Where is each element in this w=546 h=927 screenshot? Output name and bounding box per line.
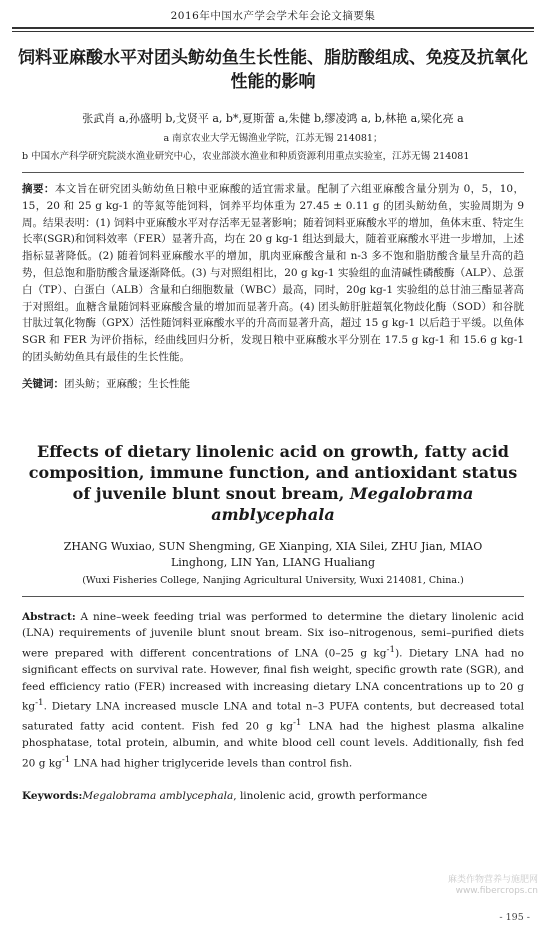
chinese-affiliation-a: a 南京农业大学无锡渔业学院，江苏无锡 214081； xyxy=(163,133,383,144)
unit-superscript: -1 xyxy=(61,755,71,766)
chinese-keywords-text: 团头鲂；亚麻酸；生长性能 xyxy=(64,377,190,390)
english-authors: ZHANG Wuxiao, SUN Shengming, GE Xianping, XIA Silei, ZHU Jian, MIAO Linghong, LIN Yan, LIANG Hualiang xyxy=(63,539,483,569)
page-number: - 195 - xyxy=(499,912,530,923)
watermark-line: 麻类作物营养与施肥网 xyxy=(447,875,538,885)
chinese-title: 饲料亚麻酸水平对团头鲂幼鱼生长性能、脂肪酸组成、免疫及抗氧化性能的影响 xyxy=(18,48,528,92)
chinese-keywords-label: 关键词： xyxy=(22,377,64,390)
chinese-abstract xyxy=(22,181,524,366)
unit-superscript: -1 xyxy=(35,698,44,709)
section-divider xyxy=(22,172,524,173)
unit-superscript: -1 xyxy=(292,718,302,729)
english-keywords-species: Megalobrama amblycephala xyxy=(82,790,234,803)
running-header: 2016年中国水产学会学术年会论文摘要集 xyxy=(170,10,376,22)
english-affiliation: (Wuxi Fisheries College, Nanjing Agricultural University, Wuxi 214081, China.) xyxy=(82,574,464,586)
english-abstract-part: ). Dietary LNA had no significant effects on survival rate. However, final fish weight, specific growth rate (SGR), and feed efficiency ratio (FER) increased with increasing dietary LNA concentrations up to 20 g kg xyxy=(22,647,524,713)
english-title xyxy=(28,441,518,525)
chinese-keywords xyxy=(22,376,524,391)
english-abstract-part: LNA had the highest plasma alkaline phosphatase, total protein, albumin, and white blood cell count levels. Additionally, fish fed 20 g kg xyxy=(22,720,524,770)
site-watermark xyxy=(448,875,538,897)
english-abstract xyxy=(22,609,524,772)
header-rule xyxy=(12,27,534,32)
chinese-abstract-label: 摘要： xyxy=(22,183,55,195)
english-title-text: Effects of dietary linolenic acid on growth, fatty acid composition, immune function, and antioxidant status of juvenile blunt snout bream, xyxy=(28,441,518,503)
english-abstract-part: A nine–week feeding trial was performed to determine the dietary linolenic acid (LNA) requirements of juvenile blunt snout bream. Six iso–nitrogenous, semi–purified diets were prepared with different concentrations of LNA (0–25 g kg xyxy=(22,610,524,660)
english-abstract-part: . Dietary LNA increased muscle LNA and total n–3 PUFA contents, but decreased total saturated fatty acid content. Fish fed 20 g kg xyxy=(22,700,524,733)
unit-superscript: -1 xyxy=(386,644,396,655)
chinese-affiliation-b: b 中国水产科学研究院淡水渔业研究中心，农业部淡水渔业和种质资源利用重点实验室，江苏无锡 214081 xyxy=(22,151,470,162)
english-abstract-part: LNA had higher triglyceride levels than control fish. xyxy=(70,757,353,770)
english-title-species: Megalobrama amblycephala xyxy=(211,483,474,524)
english-keywords xyxy=(22,790,524,802)
watermark-line: www.fibercrops.cn xyxy=(455,886,538,896)
section-divider-en xyxy=(22,596,524,597)
english-abstract-label: Abstract: xyxy=(22,610,76,623)
chinese-authors: 张武肖 a,孙盛明 b,戈贤平 a, b*,夏斯蕾 a,朱健 b,缪凌鸿 a, b,林艳 a,梁化亮 a xyxy=(82,112,464,125)
chinese-abstract-text: 本文旨在研究团头鲂幼鱼日粮中亚麻酸的适宜需求量。配制了六组亚麻酸含量分别为 0，5，10，15，20 和 25 g kg-1 的等氮等能饲料，饲养平均体重为 27.45 ± 0.11 g 的团头鲂幼鱼，实验周期为 9 周。结果表明：(1) 饲料中亚麻酸水平对存活率无显著影响；随着饲料亚麻酸水平的增加，鱼体末重、特定生长率(SGR)和饲料效率（FER）显著升高，均在 20 g kg-1 组达到最大，随着亚麻酸水平进一步增加，上述指标显著降低。(2) 随着饲料亚麻酸水平的增加，肌肉亚麻酸含量和 n-3 多不饱和脂肪酸含量呈升高的趋势，但总饱和脂肪酸含量逐渐降低。(3) 与对照组相比，20 g kg-1 实验组的血清碱性磷酸酶（ALP）、总蛋白（TP）、白蛋白（ALB）含量和白细胞数量（WBC）最高，同时，20g kg-1 实验组的总甘油三酯显著高于对照组。血糖含量随饲料亚麻酸含量的增加而显著升高。(4) 团头鲂肝脏超氧化物歧化酶（SOD）和谷胱甘肽过氧化物酶（GPX）活性随饲料亚麻酸水平的升高而显著升高，超过 15 g kg-1 以后趋于平缓。以鱼体 SGR 和 FER 为评价指标，经曲线回归分析，发现日粮中亚麻酸水平分别在 17.5 g kg-1 和 15.6 g kg-1 的团头鲂幼鱼具有最佳的生长性能。 xyxy=(22,183,525,363)
english-keywords-label: Keywords: xyxy=(22,790,83,803)
english-keywords-text: , linolenic acid, growth performance xyxy=(233,790,428,803)
